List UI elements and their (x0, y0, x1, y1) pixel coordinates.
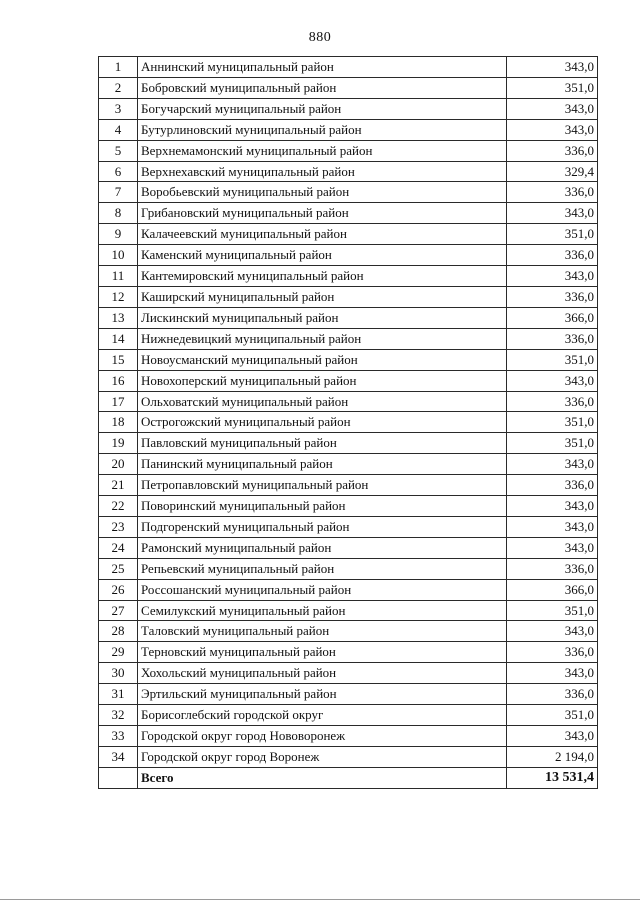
row-number: 11 (99, 266, 138, 287)
district-name: Петропавловский муниципальный район (138, 475, 507, 496)
table-row (99, 496, 598, 517)
amount-value: 2 194,0 (507, 746, 598, 767)
amount-value: 336,0 (507, 286, 598, 307)
amount-value: 351,0 (507, 600, 598, 621)
row-number: 27 (99, 600, 138, 621)
district-name: Каширский муниципальный район (138, 286, 507, 307)
district-name: Ольховатский муниципальный район (138, 391, 507, 412)
row-number: 12 (99, 286, 138, 307)
table-row (99, 705, 598, 726)
table-row (99, 454, 598, 475)
table-row (99, 57, 598, 78)
amount-value: 336,0 (507, 642, 598, 663)
row-number: 24 (99, 537, 138, 558)
table-row (99, 642, 598, 663)
table-row (99, 370, 598, 391)
row-number: 34 (99, 746, 138, 767)
row-number: 33 (99, 726, 138, 747)
row-number: 3 (99, 98, 138, 119)
row-number: 17 (99, 391, 138, 412)
amount-value: 343,0 (507, 516, 598, 537)
row-number: 30 (99, 663, 138, 684)
district-name: Таловский муниципальный район (138, 621, 507, 642)
footer-divider (0, 899, 640, 900)
amount-value: 343,0 (507, 57, 598, 78)
amount-value: 343,0 (507, 726, 598, 747)
row-number: 20 (99, 454, 138, 475)
row-number: 21 (99, 475, 138, 496)
table-row (99, 663, 598, 684)
district-name: Лискинский муниципальный район (138, 307, 507, 328)
amount-value: 343,0 (507, 370, 598, 391)
amount-value: 343,0 (507, 266, 598, 287)
district-name: Эртильский муниципальный район (138, 684, 507, 705)
table-row (99, 245, 598, 266)
district-name: Подгоренский муниципальный район (138, 516, 507, 537)
table-row (99, 433, 598, 454)
district-name: Хохольский муниципальный район (138, 663, 507, 684)
amount-value: 343,0 (507, 203, 598, 224)
amount-value: 366,0 (507, 579, 598, 600)
row-number: 22 (99, 496, 138, 517)
table-row (99, 266, 598, 287)
total-label: Всего (138, 767, 507, 788)
table-row (99, 412, 598, 433)
row-number (99, 767, 138, 788)
table-row (99, 726, 598, 747)
district-name: Павловский муниципальный район (138, 433, 507, 454)
district-name: Борисоглебский городской округ (138, 705, 507, 726)
amount-value: 336,0 (507, 475, 598, 496)
district-name: Новоусманский муниципальный район (138, 349, 507, 370)
row-number: 13 (99, 307, 138, 328)
district-name: Аннинский муниципальный район (138, 57, 507, 78)
district-name: Воробьевский муниципальный район (138, 182, 507, 203)
row-number: 14 (99, 328, 138, 349)
amount-value: 351,0 (507, 705, 598, 726)
row-number: 7 (99, 182, 138, 203)
row-number: 31 (99, 684, 138, 705)
table-row (99, 182, 598, 203)
row-number: 4 (99, 119, 138, 140)
total-row (99, 767, 598, 788)
table-row (99, 475, 598, 496)
district-name: Калачеевский муниципальный район (138, 224, 507, 245)
amount-value: 343,0 (507, 496, 598, 517)
district-name: Панинский муниципальный район (138, 454, 507, 475)
district-name: Городской округ город Воронеж (138, 746, 507, 767)
data-table (98, 56, 598, 789)
table-row (99, 349, 598, 370)
amount-value: 336,0 (507, 140, 598, 161)
table-row (99, 579, 598, 600)
row-number: 6 (99, 161, 138, 182)
district-name: Россошанский муниципальный район (138, 579, 507, 600)
table-row (99, 98, 598, 119)
row-number: 15 (99, 349, 138, 370)
total-value: 13 531,4 (507, 767, 598, 788)
amount-value: 343,0 (507, 454, 598, 475)
row-number: 23 (99, 516, 138, 537)
amount-value: 351,0 (507, 412, 598, 433)
table-row (99, 328, 598, 349)
table-row (99, 621, 598, 642)
district-name: Семилукский муниципальный район (138, 600, 507, 621)
amount-value: 343,0 (507, 537, 598, 558)
table-row (99, 558, 598, 579)
table-row (99, 684, 598, 705)
district-name: Кантемировский муниципальный район (138, 266, 507, 287)
district-name: Верхнехавский муниципальный район (138, 161, 507, 182)
row-number: 19 (99, 433, 138, 454)
district-name: Бутурлиновский муниципальный район (138, 119, 507, 140)
amount-value: 336,0 (507, 328, 598, 349)
row-number: 28 (99, 621, 138, 642)
district-name: Репьевский муниципальный район (138, 558, 507, 579)
row-number: 29 (99, 642, 138, 663)
amount-value: 336,0 (507, 558, 598, 579)
table-row (99, 600, 598, 621)
row-number: 1 (99, 57, 138, 78)
table-body (99, 57, 598, 789)
row-number: 5 (99, 140, 138, 161)
table-row (99, 140, 598, 161)
district-name: Каменский муниципальный район (138, 245, 507, 266)
district-name: Богучарский муниципальный район (138, 98, 507, 119)
district-name: Рамонский муниципальный район (138, 537, 507, 558)
amount-value: 343,0 (507, 621, 598, 642)
row-number: 26 (99, 579, 138, 600)
table-row (99, 286, 598, 307)
row-number: 10 (99, 245, 138, 266)
row-number: 8 (99, 203, 138, 224)
table-row (99, 224, 598, 245)
amount-value: 351,0 (507, 224, 598, 245)
amount-value: 329,4 (507, 161, 598, 182)
row-number: 18 (99, 412, 138, 433)
district-name: Новохоперский муниципальный район (138, 370, 507, 391)
table-row (99, 516, 598, 537)
table-row (99, 537, 598, 558)
district-name: Городской округ город Нововоронеж (138, 726, 507, 747)
table-row (99, 746, 598, 767)
table-row (99, 119, 598, 140)
district-name: Грибановский муниципальный район (138, 203, 507, 224)
district-name: Поворинский муниципальный район (138, 496, 507, 517)
table-row (99, 391, 598, 412)
row-number: 32 (99, 705, 138, 726)
amount-value: 351,0 (507, 349, 598, 370)
amount-value: 343,0 (507, 119, 598, 140)
amount-value: 336,0 (507, 684, 598, 705)
table-row (99, 161, 598, 182)
table-row (99, 307, 598, 328)
page-number: 880 (308, 30, 332, 45)
row-number: 2 (99, 77, 138, 98)
district-name: Верхнемамонский муниципальный район (138, 140, 507, 161)
district-name: Бобровский муниципальный район (138, 77, 507, 98)
district-name: Терновский муниципальный район (138, 642, 507, 663)
amount-value: 343,0 (507, 663, 598, 684)
amount-value: 351,0 (507, 433, 598, 454)
table-row (99, 203, 598, 224)
amount-value: 366,0 (507, 307, 598, 328)
table-row (99, 77, 598, 98)
amount-value: 343,0 (507, 98, 598, 119)
row-number: 9 (99, 224, 138, 245)
row-number: 16 (99, 370, 138, 391)
row-number: 25 (99, 558, 138, 579)
district-name: Нижнедевицкий муниципальный район (138, 328, 507, 349)
amount-value: 336,0 (507, 182, 598, 203)
district-name: Острогожский муниципальный район (138, 412, 507, 433)
amount-value: 336,0 (507, 245, 598, 266)
amount-value: 336,0 (507, 391, 598, 412)
amount-value: 351,0 (507, 77, 598, 98)
